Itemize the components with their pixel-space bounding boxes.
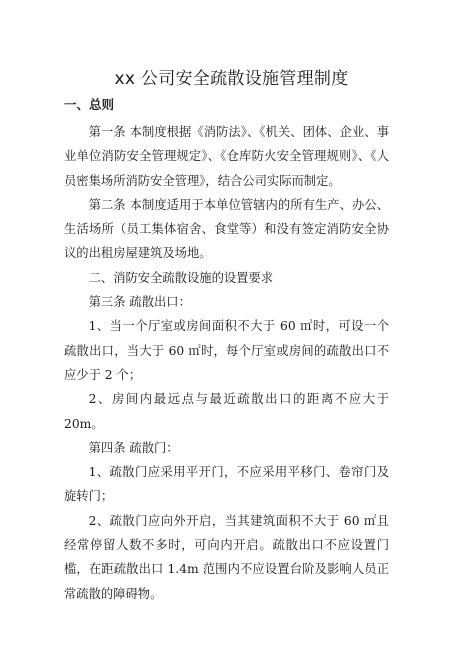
section-heading-requirements: 二、消防安全疏散设施的设置要求 — [88, 270, 274, 285]
article-1-paragraph: 第一条 本制度根据《消防法》、《机关、团体、企业、事业单位消防安全管理规定》、《仓库防火安全管理规则》、《人员密集场所消防安全管理》，结合公司实际而制定。 — [64, 125, 389, 188]
article-4-item-1: 1、疏散门应采用平开门，不应采用平移门、卷帘门及旋转门； — [64, 465, 389, 504]
article-4-item-2: 2、疏散门应向外开启，当其建筑面积不大于 60 ㎡且经常停留人数不多时，可向内开启。疏散出口不应设置门槛，在距疏散出口 1.4m 范围内不应设置台阶及影响人员正常疏散的障碍物。 — [64, 513, 389, 601]
article-2-paragraph: 第二条 本制度适用于本单位管辖内的所有生产、办公、生活场所（员工集体宿舍、食堂等）和没有签定消防安全协议的出租房屋建筑及场地。 — [64, 197, 389, 261]
section-heading-general: 一、总则 — [64, 97, 115, 112]
article-4-heading: 第四条 疏散门： — [88, 440, 179, 455]
article-3-heading: 第三条 疏散出口： — [88, 295, 191, 310]
document-title: xx 公司安全疏散设施管理制度 — [114, 69, 349, 89]
article-3-item-2: 2、房间内最远点与最近疏散出口的距离不应大于 20m。 — [64, 392, 389, 431]
document-body — [64, 120, 389, 606]
article-3-item-1: 1、当一个厅室或房间面积不大于 60 ㎡时，可设一个疏散出口，当大于 60 ㎡时，每个厅室或房间的疏散出口不应少于 2 个； — [64, 319, 389, 382]
